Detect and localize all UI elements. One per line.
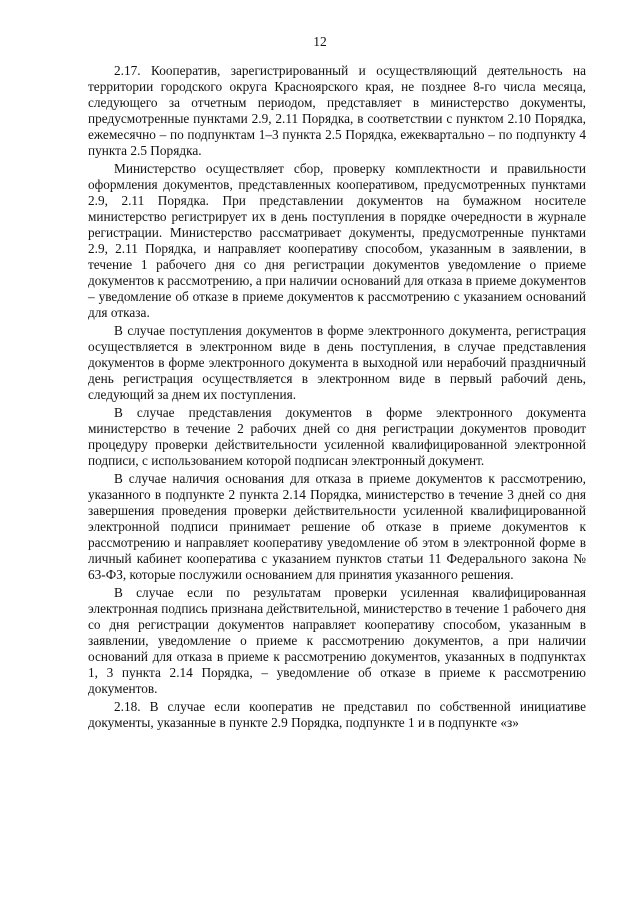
paragraph-electronic-registration: В случае поступления документов в форме электронного документа, регистрация осуществляется в электронном виде в день поступления, в случае представления документов в форме электронного документа в выходной или нерабочий праздничный день регистрация осуществляется в электронном виде в первый рабочий день, следующий за днем их поступления. <box>88 323 586 402</box>
document-body <box>88 63 586 733</box>
page-number: 12 <box>313 34 327 49</box>
paragraph-ministry-check: Министерство осуществляет сбор, проверку комплектности и правильности оформления документов, представленных кооперативом, предусмотренных пунктами 2.9, 2.11 Порядка. При представлении документов на бумажном носителе министерство регистрирует их в день поступления в порядке очередности в журнале регистрации. Министерство рассматривает документы, предусмотренные пунктами 2.9, 2.11 Порядка, и направляет кооперативу способом, указанным в заявлении, в течение 1 рабочего дня со дня регистрации документов уведомление о приеме документов к рассмотрению, а при наличии оснований для отказа в приеме документов – уведомление об отказе в приеме документов к рассмотрению с указанием оснований для отказа. <box>88 161 586 320</box>
paragraph-refusal-grounds: В случае наличия основания для отказа в приеме документов к рассмотрению, указанного в подпункте 2 пункта 2.14 Порядка, министерство в течение 3 дней со дня завершения проведения проверки действительности усиленной квалифицированной электронной подписи принимает решение об отказе в приеме документов к рассмотрению и направляет кооперативу уведомление об этом в электронной форме в личный кабинет кооператива с указанием пунктов статьи 11 Федерального закона № 63-ФЗ, которые послужили основанием для принятия указанного решения. <box>88 471 586 582</box>
paragraph-signature-valid: В случае если по результатам проверки усиленная квалифицированная электронная подпись признана действительной, министерство в течение 1 рабочего дня со дня регистрации документов направляет кооперативу способом, указанным в заявлении, уведомление о приеме к рассмотрению документов, а при наличии оснований для отказа в приеме к рассмотрению документов, указанных в подпунктах 1, 3 пункта 2.14 Порядка, – уведомление об отказе в приеме к рассмотрению документов. <box>88 585 586 696</box>
paragraph-2-18: 2.18. В случае если кооператив не представил по собственной инициативе документы, указанные в пункте 2.9 Порядка, подпункте 1 и в подпункте «з» <box>88 699 586 730</box>
paragraph-signature-verification: В случае представления документов в форме электронного документа министерство в течение 2 рабочих дней со дня регистрации документов проводит процедуру проверки действительности усиленной квалифицированной электронной подписи, с использованием которой подписан электронный документ. <box>88 405 586 468</box>
paragraph-2-17: 2.17. Кооператив, зарегистрированный и осуществляющий деятельность на территории городского округа Красноярского края, не позднее 8-го числа месяца, следующего за отчетным периодом, представляет в министерство документы, предусмотренные пунктами 2.9, 2.11 Порядка, в соответствии с пунктом 2.10 Порядка, ежемесячно – по подпунктам 1–3 пункта 2.5 Порядка, ежеквартально – по подпункту 4 пункта 2.5 Порядка. <box>88 63 586 158</box>
